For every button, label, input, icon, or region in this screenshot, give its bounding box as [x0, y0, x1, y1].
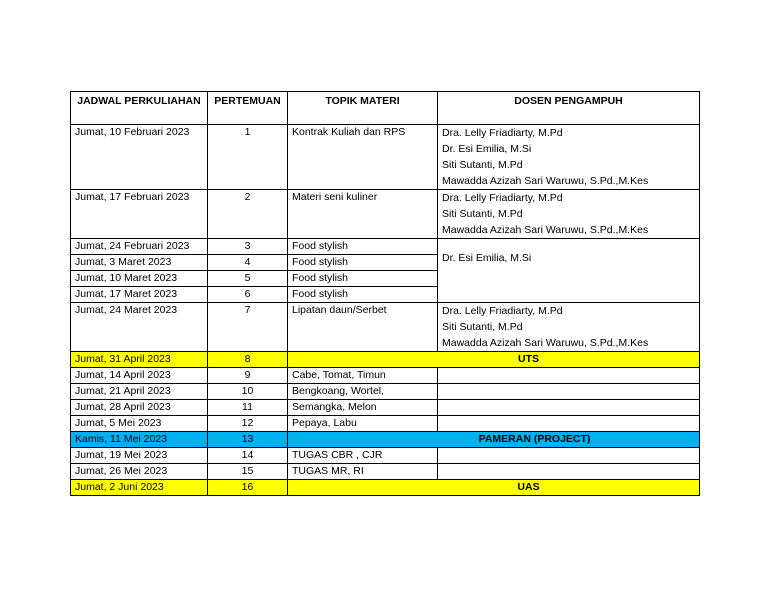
table-row	[71, 303, 700, 352]
lecturer-name: Mawadda Azizah Sari Waruwu, S.Pd.,M.Kes	[442, 175, 649, 187]
date-cell: Jumat, 17 Maret 2023	[71, 287, 208, 303]
header-pertemuan: PERTEMUAN	[208, 92, 288, 125]
table-row	[71, 190, 700, 239]
meeting-number: 9	[208, 368, 288, 384]
topic-cell: Pepaya, Labu	[288, 416, 438, 432]
meeting-number: 15	[208, 464, 288, 480]
date-cell: Jumat, 24 Februari 2023	[71, 239, 208, 255]
meeting-number: 1	[208, 125, 288, 190]
date-cell: Jumat, 10 Maret 2023	[71, 271, 208, 287]
lecturer-name: Siti Sutanti, M.Pd	[442, 321, 523, 333]
topic-cell: Lipatan daun/Serbet	[288, 303, 438, 352]
merged-lecturer-cell	[438, 239, 700, 303]
table-row	[71, 448, 700, 464]
meeting-number: 3	[208, 239, 288, 255]
topic-cell: Food stylish	[288, 287, 438, 303]
event-text: PAMERAN (PROJECT)	[478, 433, 591, 445]
lecturer-cell	[438, 125, 700, 190]
table-row	[71, 368, 700, 384]
date-cell: Jumat, 14 April 2023	[71, 368, 208, 384]
meeting-number: 10	[208, 384, 288, 400]
date-cell: Jumat, 5 Mei 2023	[71, 416, 208, 432]
meeting-number: 4	[208, 255, 288, 271]
date-cell: Jumat, 2 Juni 2023	[71, 480, 208, 496]
table-row	[71, 384, 700, 400]
meeting-number: 13	[208, 432, 288, 448]
exam-row-uas	[71, 480, 700, 496]
topic-cell: Food stylish	[288, 255, 438, 271]
date-cell: Jumat, 26 Mei 2023	[71, 464, 208, 480]
topic-cell: TUGAS CBR , CJR	[288, 448, 438, 464]
date-cell: Jumat, 28 April 2023	[71, 400, 208, 416]
topic-cell: Food stylish	[288, 239, 438, 255]
topic-cell: Semangka, Melon	[288, 400, 438, 416]
date-cell: Jumat, 10 Februari 2023	[71, 125, 208, 190]
event-label	[288, 352, 700, 368]
lecturer-name: Dra. Lelly Friadiarty, M.Pd	[442, 192, 563, 204]
table-row	[71, 400, 700, 416]
lecturer-cell	[438, 384, 700, 400]
table-row	[71, 416, 700, 432]
topic-cell: TUGAS MR, RI	[288, 464, 438, 480]
header-row	[71, 92, 700, 125]
lecturer-name: Dr. Esi Emilia, M.Si	[442, 252, 532, 264]
lecturer-cell	[438, 303, 700, 352]
exam-row-pameran	[71, 432, 700, 448]
date-cell: Jumat, 19 Mei 2023	[71, 448, 208, 464]
meeting-number: 16	[208, 480, 288, 496]
meeting-number: 12	[208, 416, 288, 432]
header-jadwal: JADWAL PERKULIAHAN	[71, 92, 208, 125]
header-dosen: DOSEN PENGAMPUH	[438, 92, 700, 125]
lecturer-cell	[438, 464, 700, 480]
table-row	[71, 239, 700, 255]
lecturer-name: Mawadda Azizah Sari Waruwu, S.Pd.,M.Kes	[442, 224, 649, 236]
lecturer-name: Dra. Lelly Friadiarty, M.Pd	[442, 127, 563, 139]
lecturer-name: Dr. Esi Emilia, M.Si	[442, 143, 532, 155]
event-text: UAS	[517, 481, 540, 493]
lecturer-cell	[438, 368, 700, 384]
header-topik: TOPIK MATERI	[288, 92, 438, 125]
date-cell: Jumat, 31 April 2023	[71, 352, 208, 368]
topic-cell: Cabe, Tomat, Timun	[288, 368, 438, 384]
table-row	[71, 464, 700, 480]
meeting-number: 7	[208, 303, 288, 352]
exam-row-uts	[71, 352, 700, 368]
lecturer-name: Siti Sutanti, M.Pd	[442, 159, 523, 171]
meeting-number: 14	[208, 448, 288, 464]
topic-cell: Bengkoang, Wortel,	[288, 384, 438, 400]
date-cell: Jumat, 3 Maret 2023	[71, 255, 208, 271]
lecturer-cell	[438, 400, 700, 416]
topic-cell: Food stylish	[288, 271, 438, 287]
event-label	[288, 432, 700, 448]
lecturer-cell	[438, 416, 700, 432]
date-cell: Jumat, 17 Februari 2023	[71, 190, 208, 239]
lecturer-cell	[438, 448, 700, 464]
lecturer-name: Dra. Lelly Friadiarty, M.Pd	[442, 305, 563, 317]
meeting-number: 6	[208, 287, 288, 303]
meeting-number: 2	[208, 190, 288, 239]
date-cell: Jumat, 21 April 2023	[71, 384, 208, 400]
schedule-table	[70, 91, 700, 496]
meeting-number: 11	[208, 400, 288, 416]
topic-cell: Materi seni kuliner	[288, 190, 438, 239]
date-cell: Jumat, 24 Maret 2023	[71, 303, 208, 352]
date-cell: Kamis, 11 Mei 2023	[71, 432, 208, 448]
meeting-number: 5	[208, 271, 288, 287]
lecturer-name: Mawadda Azizah Sari Waruwu, S.Pd.,M.Kes	[442, 337, 649, 349]
meeting-number: 8	[208, 352, 288, 368]
table-row	[71, 125, 700, 190]
lecturer-cell	[438, 190, 700, 239]
event-text: UTS	[518, 353, 539, 365]
topic-cell: Kontrak Kuliah dan RPS	[288, 125, 438, 190]
lecturer-name: Siti Sutanti, M.Pd	[442, 208, 523, 220]
event-label	[288, 480, 700, 496]
